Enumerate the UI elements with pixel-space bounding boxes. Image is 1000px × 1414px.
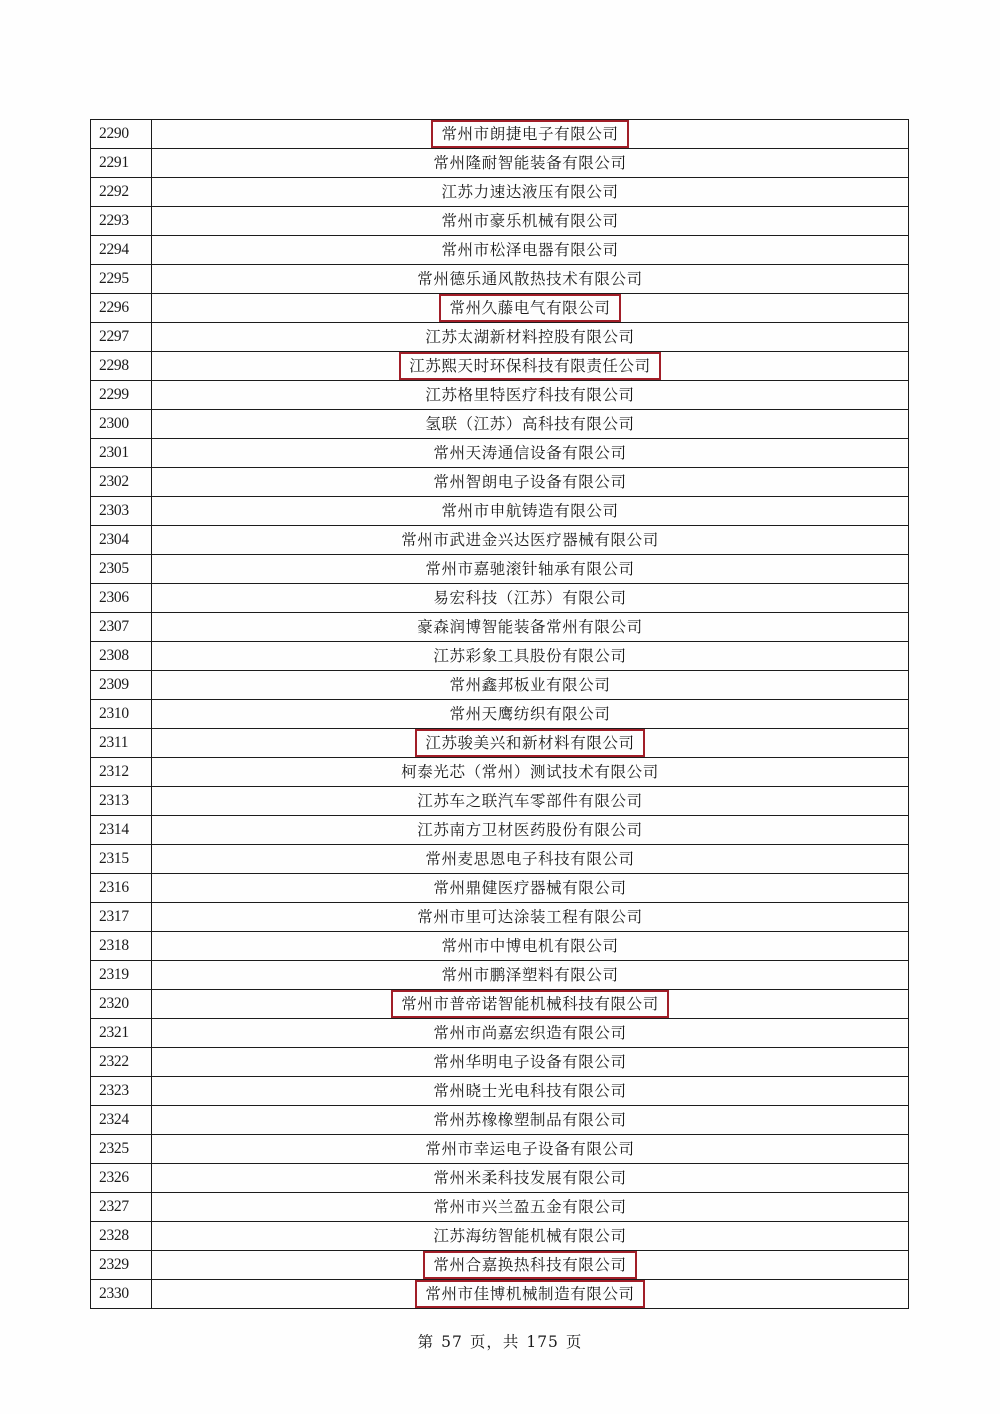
company-cell	[152, 816, 909, 845]
company-name: 常州晓士光电科技有限公司	[433, 1082, 627, 1100]
highlighted-company-name: 常州久藤电气有限公司	[439, 294, 620, 322]
table-row	[91, 758, 909, 787]
company-name: 柯泰光芯（常州）测试技术有限公司	[401, 763, 659, 781]
company-cell	[152, 758, 909, 787]
row-number: 2314	[91, 816, 152, 845]
row-number: 2291	[91, 149, 152, 178]
row-number: 2302	[91, 468, 152, 497]
company-cell	[152, 178, 909, 207]
row-number: 2328	[91, 1222, 152, 1251]
table-row	[91, 1106, 909, 1135]
table-row	[91, 1280, 909, 1309]
company-name: 江苏车之联汽车零部件有限公司	[417, 792, 643, 810]
row-number: 2317	[91, 903, 152, 932]
company-name: 常州智朗电子设备有限公司	[433, 473, 627, 491]
table-row	[91, 903, 909, 932]
company-cell	[152, 497, 909, 526]
row-number: 2310	[91, 700, 152, 729]
table-row	[91, 1077, 909, 1106]
company-cell	[152, 700, 909, 729]
row-number: 2325	[91, 1135, 152, 1164]
table-row	[91, 410, 909, 439]
table-row	[91, 236, 909, 265]
table-row	[91, 265, 909, 294]
row-number: 2296	[91, 294, 152, 323]
company-cell	[152, 787, 909, 816]
table-row	[91, 1222, 909, 1251]
table-row	[91, 207, 909, 236]
company-cell	[152, 1164, 909, 1193]
company-cell	[152, 526, 909, 555]
table-row	[91, 613, 909, 642]
footer-prefix: 第	[417, 1333, 435, 1351]
table-row	[91, 294, 909, 323]
row-number: 2326	[91, 1164, 152, 1193]
row-number: 2330	[91, 1280, 152, 1309]
row-number: 2315	[91, 845, 152, 874]
company-name: 氢联（江苏）高科技有限公司	[425, 415, 635, 433]
table-row	[91, 932, 909, 961]
company-name: 常州米柔科技发展有限公司	[433, 1169, 627, 1187]
row-number: 2300	[91, 410, 152, 439]
table-row	[91, 1048, 909, 1077]
company-name: 江苏太湖新材料控股有限公司	[425, 328, 635, 346]
company-cell	[152, 294, 909, 323]
company-cell	[152, 932, 909, 961]
company-cell	[152, 961, 909, 990]
company-name: 常州市豪乐机械有限公司	[441, 212, 619, 230]
company-cell	[152, 352, 909, 381]
highlighted-company-name: 常州市朗捷电子有限公司	[431, 120, 628, 148]
company-cell	[152, 323, 909, 352]
table-row	[91, 584, 909, 613]
company-cell	[152, 874, 909, 903]
table-row	[91, 1019, 909, 1048]
company-cell	[152, 1280, 909, 1309]
row-number: 2320	[91, 990, 152, 1019]
table-row	[91, 352, 909, 381]
company-cell	[152, 265, 909, 294]
table-row	[91, 120, 909, 149]
table-row	[91, 642, 909, 671]
row-number: 2323	[91, 1077, 152, 1106]
company-name: 常州市松泽电器有限公司	[441, 241, 619, 259]
company-cell	[152, 845, 909, 874]
company-name: 常州市武进金兴达医疗器械有限公司	[401, 531, 659, 549]
company-name: 常州市幸运电子设备有限公司	[425, 1140, 635, 1158]
table-row	[91, 874, 909, 903]
company-name: 常州苏橡橡塑制品有限公司	[433, 1111, 627, 1129]
table-row	[91, 526, 909, 555]
row-number: 2319	[91, 961, 152, 990]
company-cell	[152, 1251, 909, 1280]
table-row	[91, 729, 909, 758]
company-cell	[152, 1193, 909, 1222]
row-number: 2306	[91, 584, 152, 613]
highlighted-company-name: 江苏骏美兴和新材料有限公司	[415, 729, 644, 757]
row-number: 2295	[91, 265, 152, 294]
company-cell	[152, 1077, 909, 1106]
table-row	[91, 497, 909, 526]
table-row	[91, 845, 909, 874]
row-number: 2313	[91, 787, 152, 816]
footer-suffix: 页	[565, 1333, 583, 1351]
row-number: 2322	[91, 1048, 152, 1077]
company-cell	[152, 613, 909, 642]
company-cell	[152, 381, 909, 410]
company-name: 江苏海纺智能机械有限公司	[433, 1227, 627, 1245]
company-name: 常州天涛通信设备有限公司	[433, 444, 627, 462]
company-cell	[152, 584, 909, 613]
company-cell	[152, 990, 909, 1019]
company-name: 豪森润博智能装备常州有限公司	[417, 618, 643, 636]
row-number: 2305	[91, 555, 152, 584]
row-number: 2321	[91, 1019, 152, 1048]
page-footer	[0, 1330, 1000, 1352]
company-name: 常州市兴兰盈五金有限公司	[433, 1198, 627, 1216]
company-cell	[152, 1222, 909, 1251]
company-name: 易宏科技（江苏）有限公司	[433, 589, 627, 607]
company-name: 常州市嘉驰滚针轴承有限公司	[425, 560, 635, 578]
total-pages-number: 175	[526, 1333, 559, 1351]
table-row	[91, 671, 909, 700]
table-row	[91, 381, 909, 410]
row-number: 2307	[91, 613, 152, 642]
table-row	[91, 555, 909, 584]
company-cell	[152, 1135, 909, 1164]
row-number: 2293	[91, 207, 152, 236]
company-cell	[152, 439, 909, 468]
row-number: 2290	[91, 120, 152, 149]
company-cell	[152, 410, 909, 439]
company-name: 常州德乐通风散热技术有限公司	[417, 270, 643, 288]
company-cell	[152, 1019, 909, 1048]
footer-mid: 页，共	[469, 1333, 520, 1351]
table-row	[91, 149, 909, 178]
highlighted-company-name: 常州市佳博机械制造有限公司	[415, 1280, 644, 1308]
row-number: 2318	[91, 932, 152, 961]
row-number: 2294	[91, 236, 152, 265]
table-row	[91, 1193, 909, 1222]
company-cell	[152, 120, 909, 149]
company-cell	[152, 671, 909, 700]
company-cell	[152, 207, 909, 236]
company-list-body	[91, 120, 909, 1309]
company-name: 常州市尚嘉宏织造有限公司	[433, 1024, 627, 1042]
row-number: 2309	[91, 671, 152, 700]
company-cell	[152, 468, 909, 497]
company-name: 常州市申航铸造有限公司	[441, 502, 619, 520]
company-cell	[152, 555, 909, 584]
row-number: 2301	[91, 439, 152, 468]
highlighted-company-name: 常州合嘉换热科技有限公司	[423, 1251, 636, 1279]
highlighted-company-name: 江苏熙天时环保科技有限责任公司	[399, 352, 661, 380]
table-row	[91, 468, 909, 497]
company-name: 江苏彩象工具股份有限公司	[433, 647, 627, 665]
row-number: 2304	[91, 526, 152, 555]
table-row	[91, 700, 909, 729]
company-name: 常州天鹰纺织有限公司	[449, 705, 611, 723]
company-name: 常州鼎健医疗器械有限公司	[433, 879, 627, 897]
highlighted-company-name: 常州市普帝诺智能机械科技有限公司	[391, 990, 669, 1018]
company-name: 常州市里可达涂装工程有限公司	[417, 908, 643, 926]
company-cell	[152, 729, 909, 758]
row-number: 2303	[91, 497, 152, 526]
table-row	[91, 1251, 909, 1280]
company-name: 江苏南方卫材医药股份有限公司	[417, 821, 643, 839]
row-number: 2329	[91, 1251, 152, 1280]
row-number: 2308	[91, 642, 152, 671]
company-cell	[152, 1048, 909, 1077]
company-list-table	[90, 119, 909, 1309]
company-cell	[152, 1106, 909, 1135]
company-name: 江苏格里特医疗科技有限公司	[425, 386, 635, 404]
row-number: 2297	[91, 323, 152, 352]
company-cell	[152, 642, 909, 671]
current-page-number: 57	[441, 1333, 463, 1351]
table-row	[91, 990, 909, 1019]
company-cell	[152, 903, 909, 932]
row-number: 2312	[91, 758, 152, 787]
company-name: 常州麦思恩电子科技有限公司	[425, 850, 635, 868]
company-name: 常州华明电子设备有限公司	[433, 1053, 627, 1071]
company-name: 常州市鹏泽塑料有限公司	[441, 966, 619, 984]
row-number: 2298	[91, 352, 152, 381]
row-number: 2311	[91, 729, 152, 758]
row-number: 2324	[91, 1106, 152, 1135]
company-cell	[152, 149, 909, 178]
company-name: 常州市中博电机有限公司	[441, 937, 619, 955]
row-number: 2327	[91, 1193, 152, 1222]
company-name: 常州鑫邦板业有限公司	[449, 676, 611, 694]
table-row	[91, 439, 909, 468]
row-number: 2299	[91, 381, 152, 410]
company-name: 江苏力速达液压有限公司	[441, 183, 619, 201]
table-row	[91, 1164, 909, 1193]
company-cell	[152, 236, 909, 265]
table-row	[91, 1135, 909, 1164]
table-row	[91, 787, 909, 816]
table-row	[91, 178, 909, 207]
table-row	[91, 961, 909, 990]
company-name: 常州隆耐智能装备有限公司	[433, 154, 627, 172]
table-row	[91, 816, 909, 845]
row-number: 2316	[91, 874, 152, 903]
row-number: 2292	[91, 178, 152, 207]
table-row	[91, 323, 909, 352]
